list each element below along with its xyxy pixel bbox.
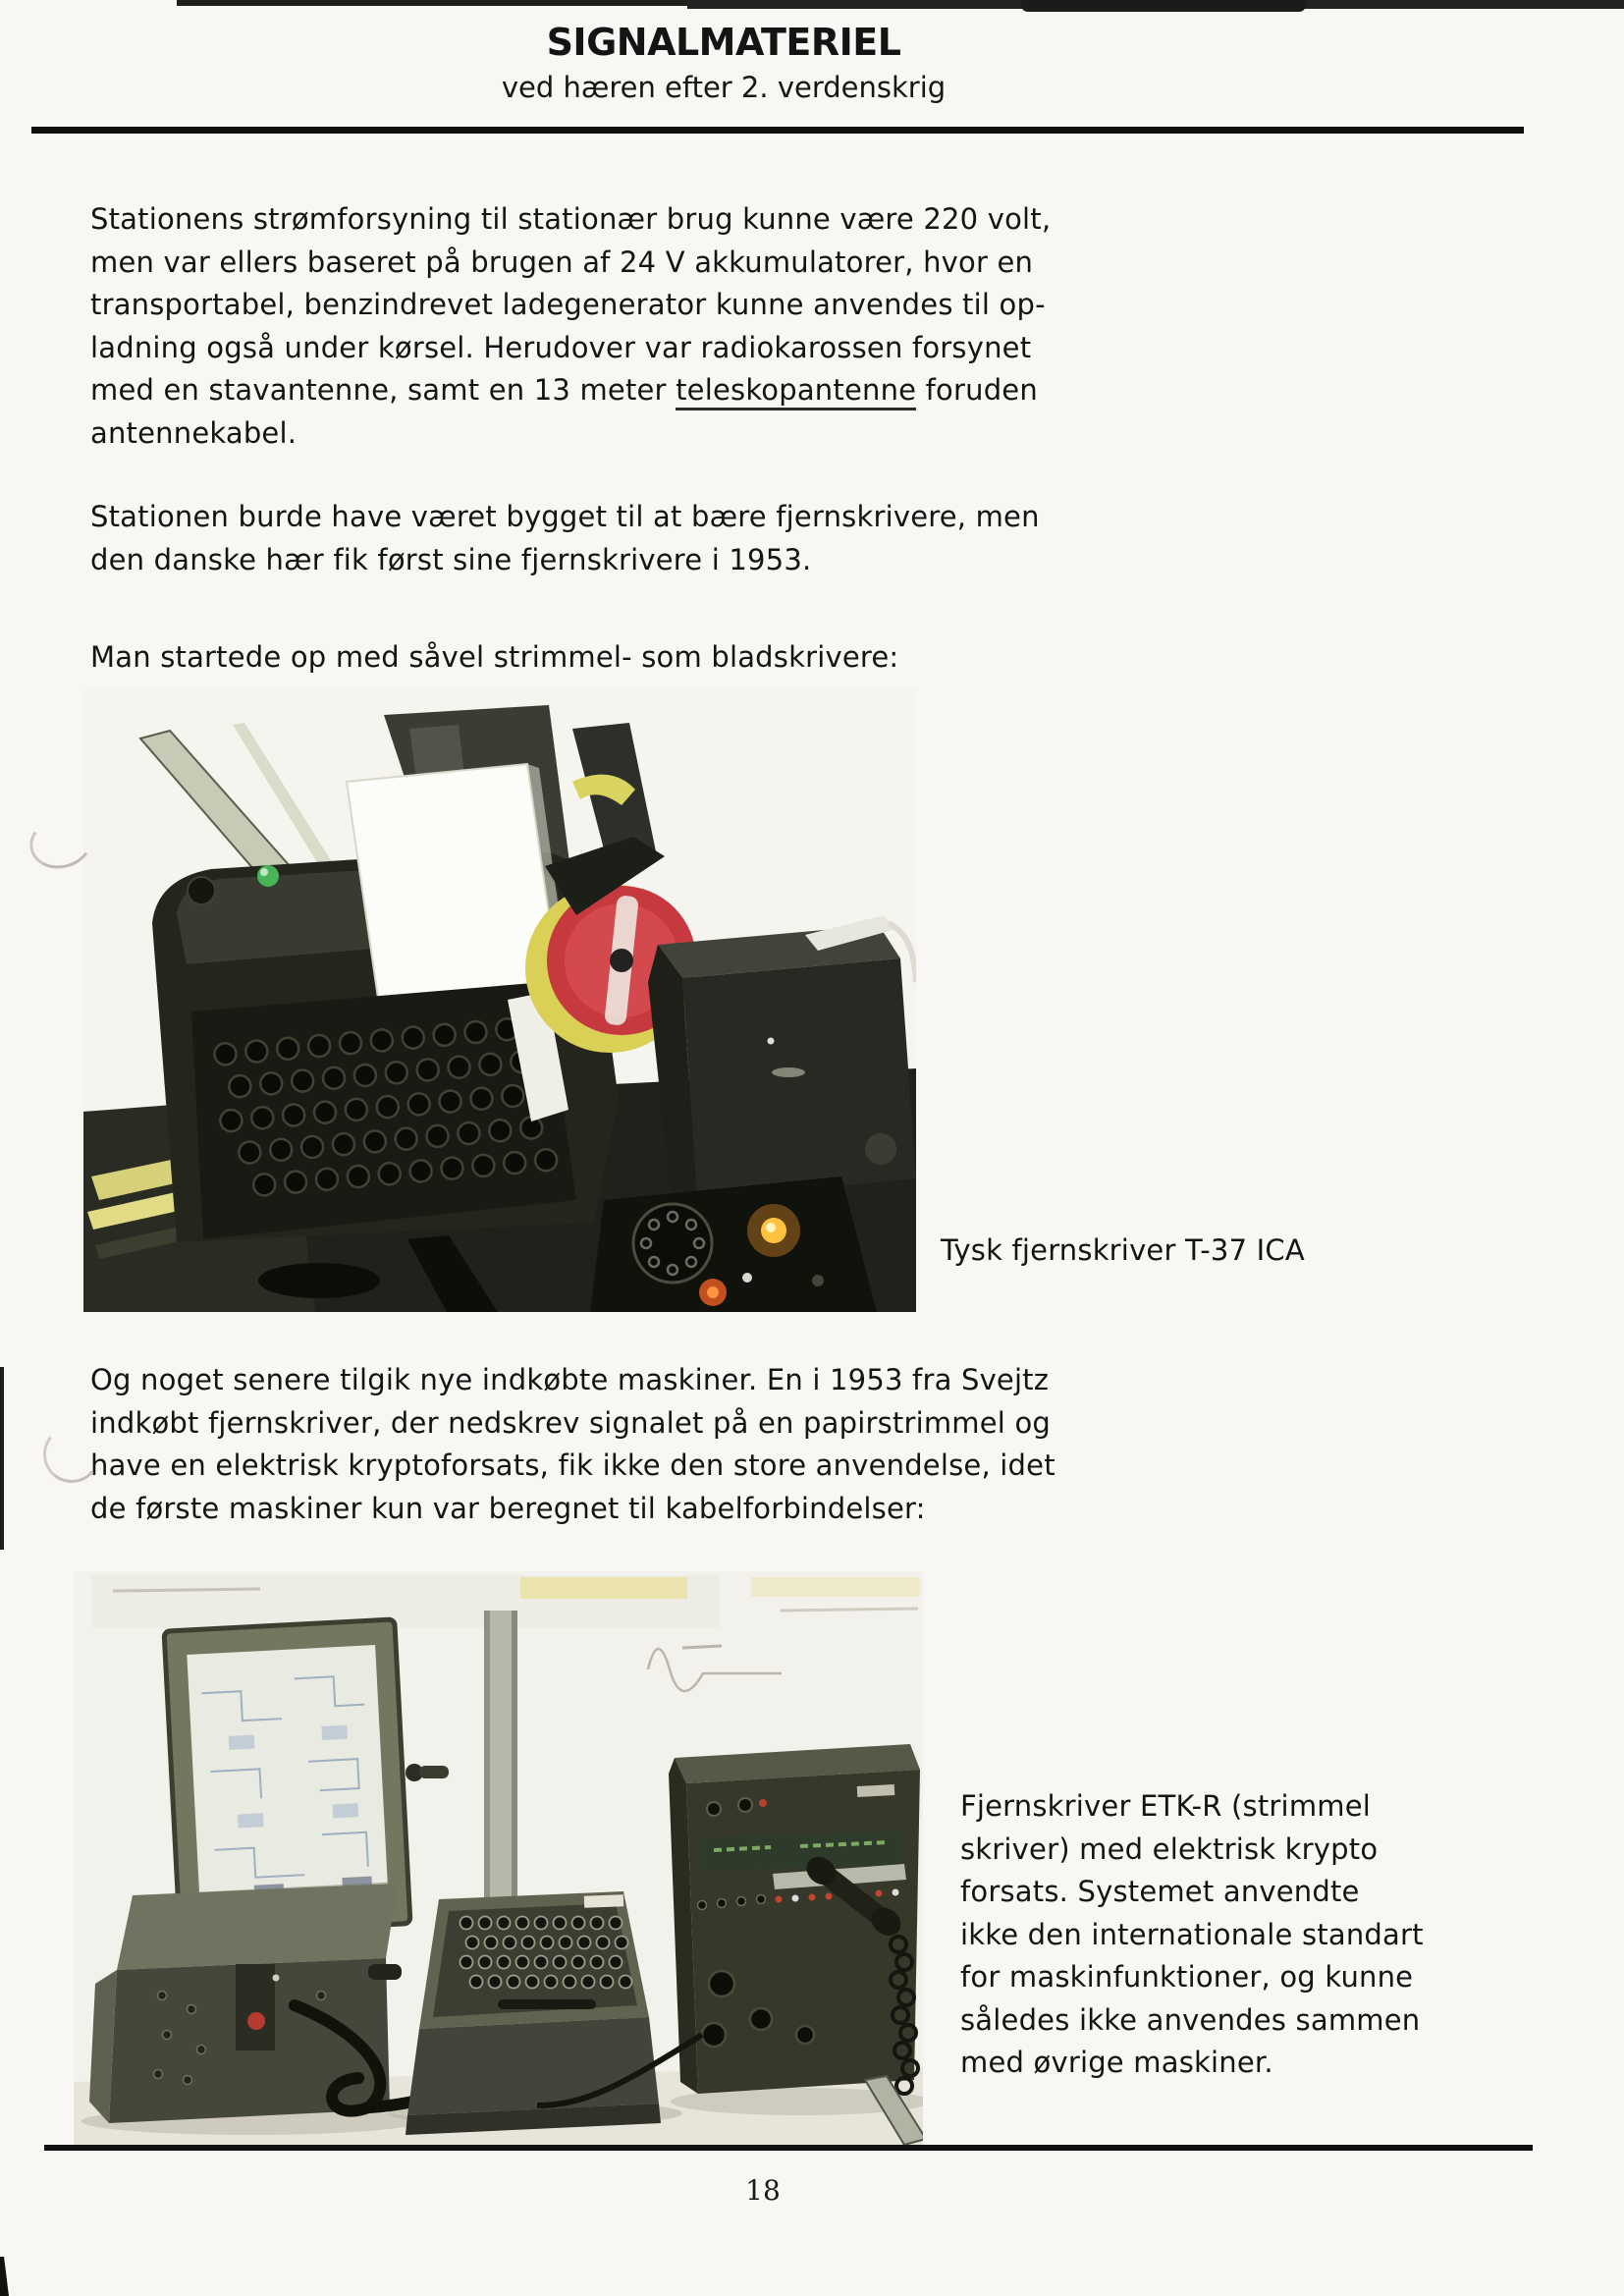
- text-line: skriver) med elektrisk krypto: [960, 1831, 1379, 1866]
- photo-etkr-teleprinter: [74, 1571, 923, 2145]
- paragraph-intro-printers: [90, 636, 1210, 680]
- siemens-box: [648, 915, 916, 1210]
- plug: [368, 1964, 402, 1980]
- underlined-word: teleskopantenne: [676, 373, 916, 410]
- text-line: Fjernskriver ETK-R (strimmel: [960, 1789, 1372, 1823]
- text-line: ikke den internationale standart: [960, 1917, 1424, 1951]
- text-line: med øvrige maskiner.: [960, 2046, 1273, 2079]
- text-segment: foruden: [916, 373, 1038, 407]
- unit-label: [584, 1894, 623, 1907]
- page-subtitle: ved hæren efter 2. verdenskrig: [501, 71, 947, 104]
- page-title: SIGNALMATERIEL: [546, 21, 901, 64]
- scan-edge-artifact-corner: [0, 2257, 9, 2296]
- text-segment: med en stavantenne, samt en 13 meter: [90, 373, 677, 407]
- rotary-dial: [633, 1204, 712, 1283]
- footer-rule: [44, 2145, 1533, 2151]
- etkr-photo-illustration: [74, 1571, 923, 2145]
- text-line: den danske hær fik først sine fjernskrivere i 1953.: [90, 542, 812, 576]
- scan-edge-artifact-top: [1021, 0, 1306, 12]
- unit-label: [857, 1784, 895, 1797]
- siemens-label: [772, 1067, 805, 1077]
- text-line: Stationen burde have været bygget til at bære fjernskrivere, men: [90, 500, 1040, 533]
- text-line: have en elektrisk kryptoforsats, fik ikke den store anvendelse, idet: [90, 1449, 1056, 1482]
- paragraph-new-machines: [90, 1359, 1210, 1530]
- paragraph-power-supply: [90, 198, 1210, 455]
- text-line: Stationens strømforsyning til stationær brug kunne være 220 volt,: [90, 202, 1052, 236]
- space-bar: [498, 1999, 596, 2009]
- text-line: transportabel, benzindrevet ladegenerator kunne anvendes til op-: [90, 288, 1046, 321]
- text-line: de første maskiner kun var beregnet til kabelforbindelser:: [90, 1491, 926, 1525]
- header-rule: [31, 127, 1524, 134]
- keyboard-unit: [406, 1891, 661, 2135]
- olive-case: [89, 1884, 402, 2123]
- support-pole: [484, 1611, 517, 1917]
- text-line: men var ellers baseret på brugen af 24 V akkumulatorer, hvor en: [90, 245, 1034, 279]
- text-line: indkøbt fjernskriver, der nedskrev signalet på en papirstrimmel og: [90, 1405, 1052, 1440]
- text-line: således ikke anvendes sammen: [960, 2002, 1421, 2037]
- page-number: 18: [745, 2174, 781, 2207]
- text-line: Og noget senere tilgik nye indkøbte maskiner. En i 1953 fra Svejtz: [90, 1363, 1050, 1396]
- photo1-caption: Tysk fjernskriver T-37 ICA: [941, 1233, 1305, 1267]
- text-line: for maskinfunktioner, og kunne: [960, 1960, 1414, 1994]
- text-line: ladning også under kørsel. Herudover var radiokarossen forsynet: [90, 330, 1032, 364]
- scan-edge-artifact-left: [0, 1367, 4, 1550]
- red-button: [247, 2012, 265, 2030]
- t37-photo-illustration: [83, 687, 916, 1312]
- paragraph-teleprinters-1953: [90, 496, 1210, 581]
- box-knob: [865, 1133, 896, 1165]
- text-line: Man startede op med såvel strimmel- som bladskrivere:: [90, 640, 899, 674]
- left-knob: [188, 877, 215, 904]
- case-strap: [236, 1964, 275, 2050]
- pilot-light-green: [257, 865, 279, 887]
- photo-t37-teleprinter: [83, 687, 916, 1312]
- text-line: [90, 369, 1210, 412]
- text-line: antennekabel.: [90, 415, 298, 450]
- photo2-caption: [960, 1785, 1510, 2085]
- text-line: forsats. Systemet anvendte: [960, 1875, 1360, 1908]
